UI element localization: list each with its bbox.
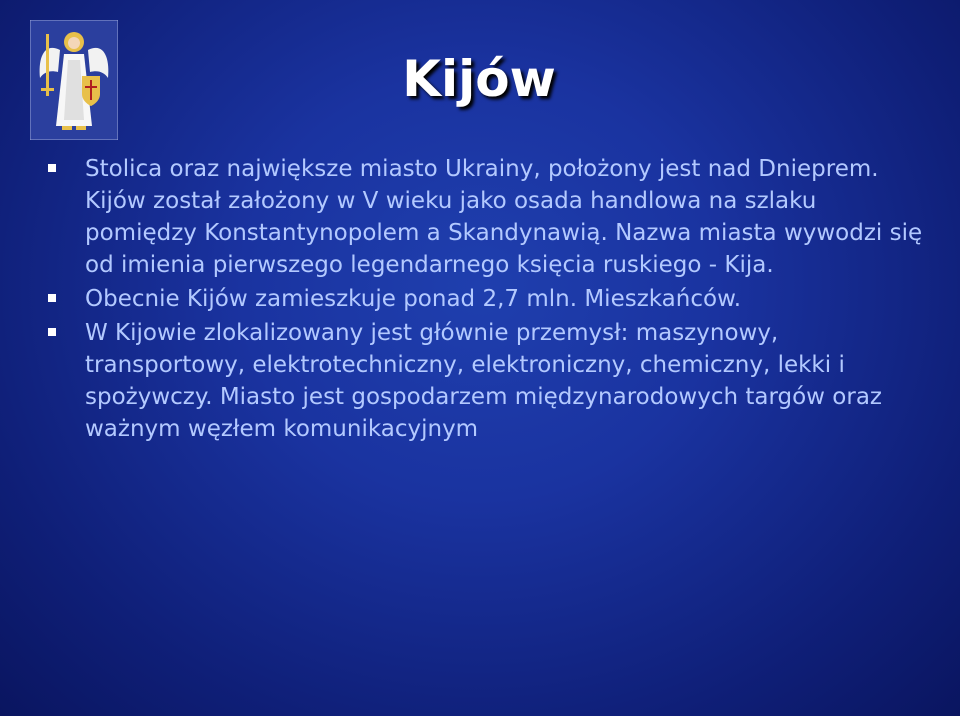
bullet-list	[48, 153, 928, 447]
bullet-item	[48, 317, 928, 445]
bullet-text: Obecnie Kijów zamieszkuje ponad 2,7 mln. Mieszkańców.	[85, 286, 742, 312]
square-bullet-icon	[48, 294, 56, 302]
bullet-item	[48, 283, 928, 315]
bullet-text: W Kijowie zlokalizowany jest głównie przemysł: maszynowy, transportowy, elektrotechniczny, elektroniczny, chemiczny, lekki i spożywczy. Miasto jest gospodarzem międzynarodowych targów oraz ważnym węzłem komunikacyjnym	[85, 320, 883, 442]
bullet-text: Stolica oraz największe miasto Ukrainy, położony jest nad Dnieprem. Kijów został założony w V wieku jako osada handlowa na szlaku pomiędzy Konstantynopolem a Skandynawią. Nazwa miasta wywodzi się od imienia pierwszego legendarnego księcia ruskiego - Kija.	[85, 156, 923, 278]
square-bullet-icon	[48, 164, 56, 172]
bullet-item	[48, 153, 928, 281]
slide-title-text: Kijów	[402, 50, 556, 108]
slide-title	[0, 50, 960, 108]
square-bullet-icon	[48, 328, 56, 336]
